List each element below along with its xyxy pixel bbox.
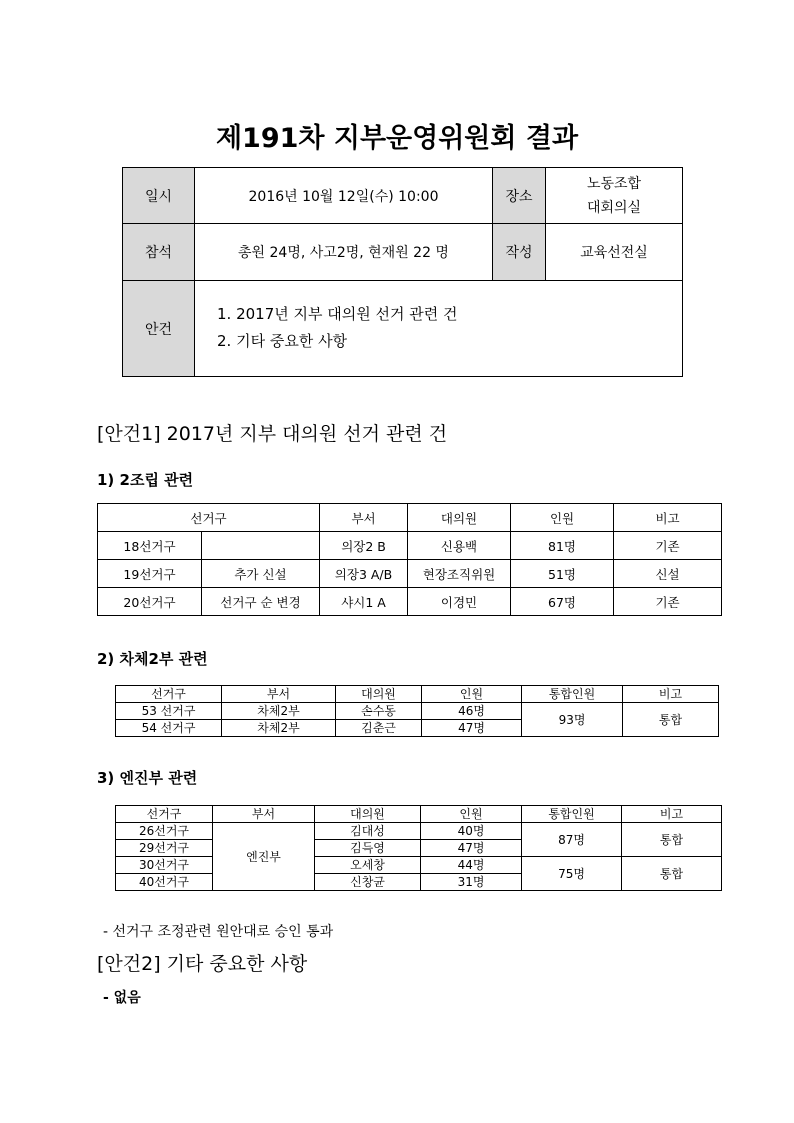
table-cell: 손수동 <box>336 703 422 720</box>
table-cell: 54 선거구 <box>116 720 222 737</box>
table-cell: 26선거구 <box>116 823 213 840</box>
table-row <box>98 588 722 616</box>
header-cell: 비고 <box>614 504 722 532</box>
table-cell: 18선거구 <box>98 532 202 560</box>
merged-note-cell: 통합 <box>622 823 722 857</box>
table-cell: 기존 <box>614 588 722 616</box>
table-cell: 차체2부 <box>222 703 336 720</box>
header-cell: 비고 <box>622 806 722 823</box>
header-cell: 선거구 <box>116 686 222 703</box>
table-cell: 이경민 <box>408 588 511 616</box>
date-label: 일시 <box>123 168 195 224</box>
date-value: 2016년 10월 12일(수) 10:00 <box>195 168 493 224</box>
table-cell: 신창균 <box>315 874 421 891</box>
header-cell: 비고 <box>623 686 719 703</box>
section1-title: [안건1] 2017년 지부 대의원 선거 관련 건 <box>97 423 448 445</box>
table-cell: 30선거구 <box>116 857 213 874</box>
attendance-label: 참석 <box>123 224 195 281</box>
approval-note: - 선거구 조정관련 원안대로 승인 통과 <box>103 924 334 940</box>
header-cell: 선거구 <box>98 504 320 532</box>
table-cell: 오세창 <box>315 857 421 874</box>
engine-table <box>115 805 722 891</box>
section2-title: [안건2] 기타 중요한 사항 <box>97 953 308 975</box>
table-cell: 44명 <box>421 857 522 874</box>
merged-note-cell: 통합 <box>622 857 722 891</box>
table-cell: 차체2부 <box>222 720 336 737</box>
attendance-value: 총원 24명, 사고2명, 현재원 22 명 <box>195 224 493 281</box>
subsection2-title: 2) 차체2부 관련 <box>97 650 208 668</box>
table-cell <box>202 532 320 560</box>
header-cell: 대의원 <box>408 504 511 532</box>
table-cell: 53 선거구 <box>116 703 222 720</box>
table-cell: 추가 신설 <box>202 560 320 588</box>
page-title: 제191차 지부운영위원회 결과 <box>215 123 579 154</box>
table-row <box>116 857 722 874</box>
table-cell: 31명 <box>421 874 522 891</box>
table-cell: 46명 <box>422 703 522 720</box>
writer-value: 교육선전실 <box>546 224 683 281</box>
header-cell: 대의원 <box>336 686 422 703</box>
table-cell: 기존 <box>614 532 722 560</box>
merged-count-cell: 87명 <box>522 823 622 857</box>
table-cell: 현장조직위원 <box>408 560 511 588</box>
table-cell: 김춘근 <box>336 720 422 737</box>
header-cell: 부서 <box>222 686 336 703</box>
table-cell: 신설 <box>614 560 722 588</box>
header-cell: 부서 <box>213 806 315 823</box>
table-cell: 의장2 B <box>320 532 408 560</box>
section2-content: - 없음 <box>103 990 141 1006</box>
agenda-item: 2. 기타 중요한 사항 <box>217 332 348 350</box>
table-row <box>116 703 719 720</box>
subsection3-title: 3) 엔진부 관련 <box>97 769 198 787</box>
table-row <box>98 532 722 560</box>
table-cell: 19선거구 <box>98 560 202 588</box>
table-cell: 신용백 <box>408 532 511 560</box>
agenda-list <box>195 281 683 377</box>
header-cell: 통합인원 <box>522 686 623 703</box>
agenda-label: 안건 <box>123 281 195 377</box>
table-cell: 47명 <box>422 720 522 737</box>
header-cell: 통합인원 <box>522 806 622 823</box>
table-cell: 20선거구 <box>98 588 202 616</box>
place-value-line-1: 노동조합 <box>586 175 642 192</box>
merged-note-cell: 통합 <box>623 703 719 737</box>
table-cell: 29선거구 <box>116 840 213 857</box>
header-cell: 인원 <box>421 806 522 823</box>
place-value <box>546 168 683 224</box>
merged-count-cell: 75명 <box>522 857 622 891</box>
assembly2-table <box>97 503 722 616</box>
place-label: 장소 <box>493 168 546 224</box>
body2-table <box>115 685 719 737</box>
meeting-info-table <box>122 167 683 377</box>
agenda-item: 1. 2017년 지부 대의원 선거 관련 건 <box>217 305 458 323</box>
subsection1-title: 1) 2조립 관련 <box>97 471 194 489</box>
writer-label: 작성 <box>493 224 546 281</box>
table-cell: 40명 <box>421 823 522 840</box>
dept-cell: 엔진부 <box>213 823 315 891</box>
table-cell: 선거구 순 변경 <box>202 588 320 616</box>
table-cell: 51명 <box>511 560 614 588</box>
place-value-line-2: 대회의실 <box>586 199 642 216</box>
table-row <box>116 823 722 840</box>
table-cell: 의장3 A/B <box>320 560 408 588</box>
header-cell: 대의원 <box>315 806 421 823</box>
table-cell: 김득영 <box>315 840 421 857</box>
table-cell: 67명 <box>511 588 614 616</box>
table-cell: 81명 <box>511 532 614 560</box>
table-cell: 47명 <box>421 840 522 857</box>
table-cell: 샤시1 A <box>320 588 408 616</box>
table-cell: 김대성 <box>315 823 421 840</box>
table-row <box>98 560 722 588</box>
header-cell: 인원 <box>422 686 522 703</box>
merged-count-cell: 93명 <box>522 703 623 737</box>
header-cell: 부서 <box>320 504 408 532</box>
header-cell: 선거구 <box>116 806 213 823</box>
header-cell: 인원 <box>511 504 614 532</box>
table-cell: 40선거구 <box>116 874 213 891</box>
